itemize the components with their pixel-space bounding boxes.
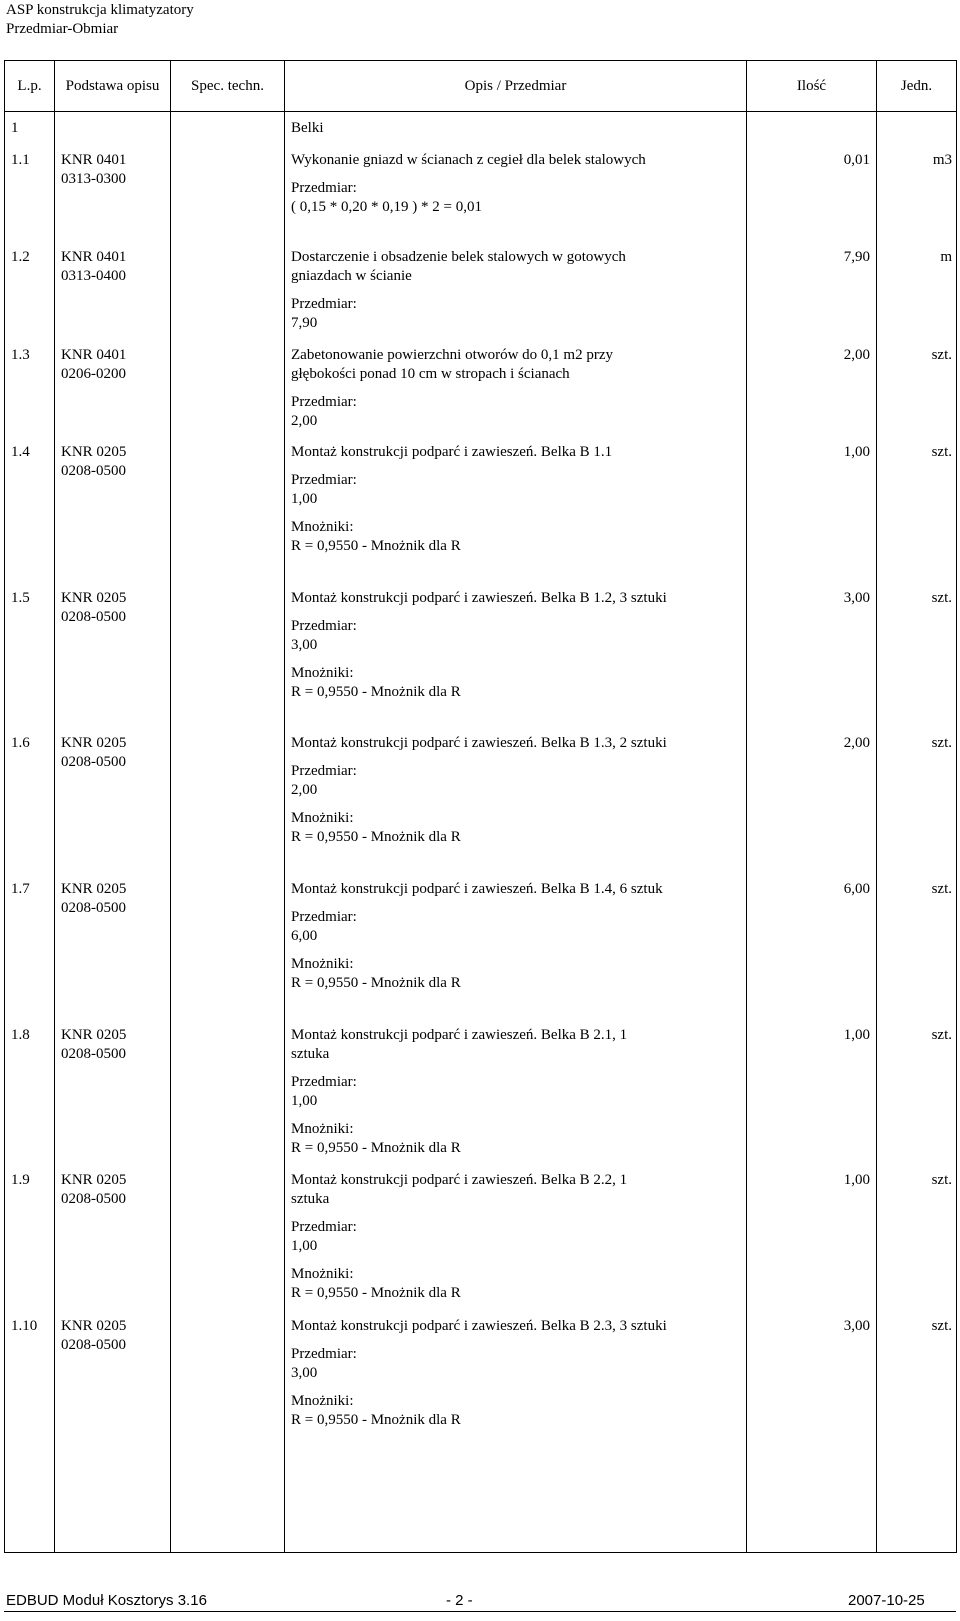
row-mnozniki-label: Mnożniki: xyxy=(291,810,354,826)
row-ilosc: 0,01 xyxy=(843,152,870,168)
row-podstawa-line1: KNR 0205 xyxy=(61,1172,127,1188)
row-lp: 1.3 xyxy=(11,347,30,363)
row-podstawa-line2: 0313-0300 xyxy=(61,171,126,187)
row-jedn: szt. xyxy=(931,881,952,897)
row-opis-line1: Montaż konstrukcji podparć i zawieszeń. Belka B 1.2, 3 sztuki xyxy=(291,590,667,606)
section-number: 1 xyxy=(11,120,19,136)
row-lp: 1.9 xyxy=(11,1172,30,1188)
row-podstawa-line2: 0206-0200 xyxy=(61,366,126,382)
row-przedmiar-value: 1,00 xyxy=(291,491,318,507)
row-opis-line1: Montaż konstrukcji podparć i zawieszeń. Belka B 2.2, 1 xyxy=(291,1172,628,1188)
row-ilosc: 3,00 xyxy=(843,590,870,606)
row-mnozniki-value: R = 0,9550 - Mnożnik dla R xyxy=(291,1140,461,1156)
row-lp: 1.4 xyxy=(11,444,30,460)
row-ilosc: 2,00 xyxy=(843,347,870,363)
row-przedmiar-value: 1,00 xyxy=(291,1238,318,1254)
row-mnozniki-value: R = 0,9550 - Mnożnik dla R xyxy=(291,684,461,700)
row-lp: 1.8 xyxy=(11,1027,30,1043)
row-opis-line1: Montaż konstrukcji podparć i zawieszeń. Belka B 2.1, 1 xyxy=(291,1027,628,1043)
row-przedmiar-value: ( 0,15 * 0,20 * 0,19 ) * 2 = 0,01 xyxy=(291,199,482,215)
column-header-opis: Opis / Przedmiar xyxy=(285,61,747,112)
row-podstawa-line2: 0208-0500 xyxy=(61,900,126,916)
row-lp: 1.10 xyxy=(11,1318,38,1334)
row-jedn: szt. xyxy=(931,1318,952,1334)
column-header-lp: L.p. xyxy=(5,61,55,112)
row-podstawa-line2: 0208-0500 xyxy=(61,609,126,625)
przedmiar-table xyxy=(4,60,957,1553)
row-mnozniki-label: Mnożniki: xyxy=(291,665,354,681)
row-mnozniki-value: R = 0,9550 - Mnożnik dla R xyxy=(291,538,461,554)
row-podstawa-line1: KNR 0205 xyxy=(61,1318,127,1334)
row-podstawa-line2: 0208-0500 xyxy=(61,754,126,770)
row-mnozniki-value: R = 0,9550 - Mnożnik dla R xyxy=(291,829,461,845)
row-lp: 1.1 xyxy=(11,152,30,168)
column-header-spec: Spec. techn. xyxy=(171,61,285,112)
row-przedmiar-value: 6,00 xyxy=(291,928,318,944)
row-opis-line2: gniazdach w ścianie xyxy=(291,268,412,284)
row-jedn: m xyxy=(940,249,952,265)
row-ilosc: 3,00 xyxy=(843,1318,870,1334)
footer-left: EDBUD Moduł Kosztorys 3.16 xyxy=(6,1592,207,1609)
row-jedn: szt. xyxy=(931,347,952,363)
row-podstawa-line1: KNR 0205 xyxy=(61,590,127,606)
row-przedmiar-label: Przedmiar: xyxy=(291,394,357,410)
row-przedmiar-label: Przedmiar: xyxy=(291,1219,357,1235)
row-ilosc: 2,00 xyxy=(843,735,870,751)
row-opis-line1: Montaż konstrukcji podparć i zawieszeń. Belka B 2.3, 3 sztuki xyxy=(291,1318,667,1334)
row-lp: 1.5 xyxy=(11,590,30,606)
row-przedmiar-value: 7,90 xyxy=(291,315,318,331)
row-jedn: m3 xyxy=(932,152,952,168)
row-mnozniki-value: R = 0,9550 - Mnożnik dla R xyxy=(291,975,461,991)
row-ilosc: 1,00 xyxy=(843,1027,870,1043)
row-przedmiar-label: Przedmiar: xyxy=(291,1074,357,1090)
row-mnozniki-label: Mnożniki: xyxy=(291,1393,354,1409)
row-ilosc: 6,00 xyxy=(843,881,870,897)
row-opis-line1: Dostarczenie i obsadzenie belek stalowych w gotowych xyxy=(291,249,626,265)
document-subtitle: Przedmiar-Obmiar xyxy=(6,21,119,37)
document-title: ASP konstrukcja klimatyzatory xyxy=(6,2,194,18)
row-opis-line1: Montaż konstrukcji podparć i zawieszeń. Belka B 1.3, 2 sztuki xyxy=(291,735,667,751)
column-header-podstawa: Podstawa opisu xyxy=(55,61,171,112)
row-podstawa-line1: KNR 0401 xyxy=(61,347,127,363)
table-body-row xyxy=(5,112,957,1553)
row-podstawa-line1: KNR 0205 xyxy=(61,735,127,751)
row-jedn: szt. xyxy=(931,1027,952,1043)
row-podstawa-line2: 0208-0500 xyxy=(61,463,126,479)
row-lp: 1.2 xyxy=(11,249,30,265)
row-podstawa-line2: 0313-0400 xyxy=(61,268,126,284)
row-mnozniki-label: Mnożniki: xyxy=(291,956,354,972)
table-header-row xyxy=(5,61,957,112)
row-jedn: szt. xyxy=(931,444,952,460)
row-przedmiar-label: Przedmiar: xyxy=(291,618,357,634)
row-opis-line2: sztuka xyxy=(291,1046,330,1062)
row-opis-line1: Montaż konstrukcji podparć i zawieszeń. Belka B 1.1 xyxy=(291,444,613,460)
row-ilosc: 1,00 xyxy=(843,1172,870,1188)
row-ilosc: 1,00 xyxy=(843,444,870,460)
row-podstawa-line1: KNR 0401 xyxy=(61,249,127,265)
row-mnozniki-label: Mnożniki: xyxy=(291,1266,354,1282)
footer-divider xyxy=(4,1611,956,1612)
row-przedmiar-value: 3,00 xyxy=(291,637,318,653)
row-mnozniki-value: R = 0,9550 - Mnożnik dla R xyxy=(291,1285,461,1301)
row-podstawa-line2: 0208-0500 xyxy=(61,1046,126,1062)
row-przedmiar-value: 2,00 xyxy=(291,413,318,429)
row-podstawa-line2: 0208-0500 xyxy=(61,1191,126,1207)
column-header-jedn: Jedn. xyxy=(877,61,957,112)
row-mnozniki-label: Mnożniki: xyxy=(291,519,354,535)
row-przedmiar-label: Przedmiar: xyxy=(291,180,357,196)
row-przedmiar-label: Przedmiar: xyxy=(291,909,357,925)
row-przedmiar-label: Przedmiar: xyxy=(291,296,357,312)
row-przedmiar-label: Przedmiar: xyxy=(291,763,357,779)
row-opis-line1: Montaż konstrukcji podparć i zawieszeń. Belka B 1.4, 6 sztuk xyxy=(291,881,663,897)
row-przedmiar-value: 3,00 xyxy=(291,1365,318,1381)
row-jedn: szt. xyxy=(931,590,952,606)
row-przedmiar-value: 1,00 xyxy=(291,1093,318,1109)
row-podstawa-line1: KNR 0205 xyxy=(61,881,127,897)
row-przedmiar-label: Przedmiar: xyxy=(291,1346,357,1362)
row-jedn: szt. xyxy=(931,1172,952,1188)
row-opis-line1: Wykonanie gniazd w ścianach z cegieł dla belek stalowych xyxy=(291,152,646,168)
column-header-ilosc: Ilość xyxy=(747,61,877,112)
row-opis-line2: głębokości ponad 10 cm w stropach i ścianach xyxy=(291,366,570,382)
row-podstawa-line1: KNR 0401 xyxy=(61,152,127,168)
section-title: Belki xyxy=(291,120,324,136)
row-ilosc: 7,90 xyxy=(843,249,870,265)
footer-page-number: - 2 - xyxy=(446,1592,473,1609)
footer-date: 2007-10-25 xyxy=(848,1592,925,1609)
row-mnozniki-label: Mnożniki: xyxy=(291,1121,354,1137)
row-opis-line1: Zabetonowanie powierzchni otworów do 0,1 m2 przy xyxy=(291,347,613,363)
row-przedmiar-value: 2,00 xyxy=(291,782,318,798)
row-mnozniki-value: R = 0,9550 - Mnożnik dla R xyxy=(291,1412,461,1428)
row-lp: 1.6 xyxy=(11,735,30,751)
row-przedmiar-label: Przedmiar: xyxy=(291,472,357,488)
row-jedn: szt. xyxy=(931,735,952,751)
row-podstawa-line1: KNR 0205 xyxy=(61,444,127,460)
row-lp: 1.7 xyxy=(11,881,30,897)
row-podstawa-line1: KNR 0205 xyxy=(61,1027,127,1043)
row-opis-line2: sztuka xyxy=(291,1191,330,1207)
row-podstawa-line2: 0208-0500 xyxy=(61,1337,126,1353)
